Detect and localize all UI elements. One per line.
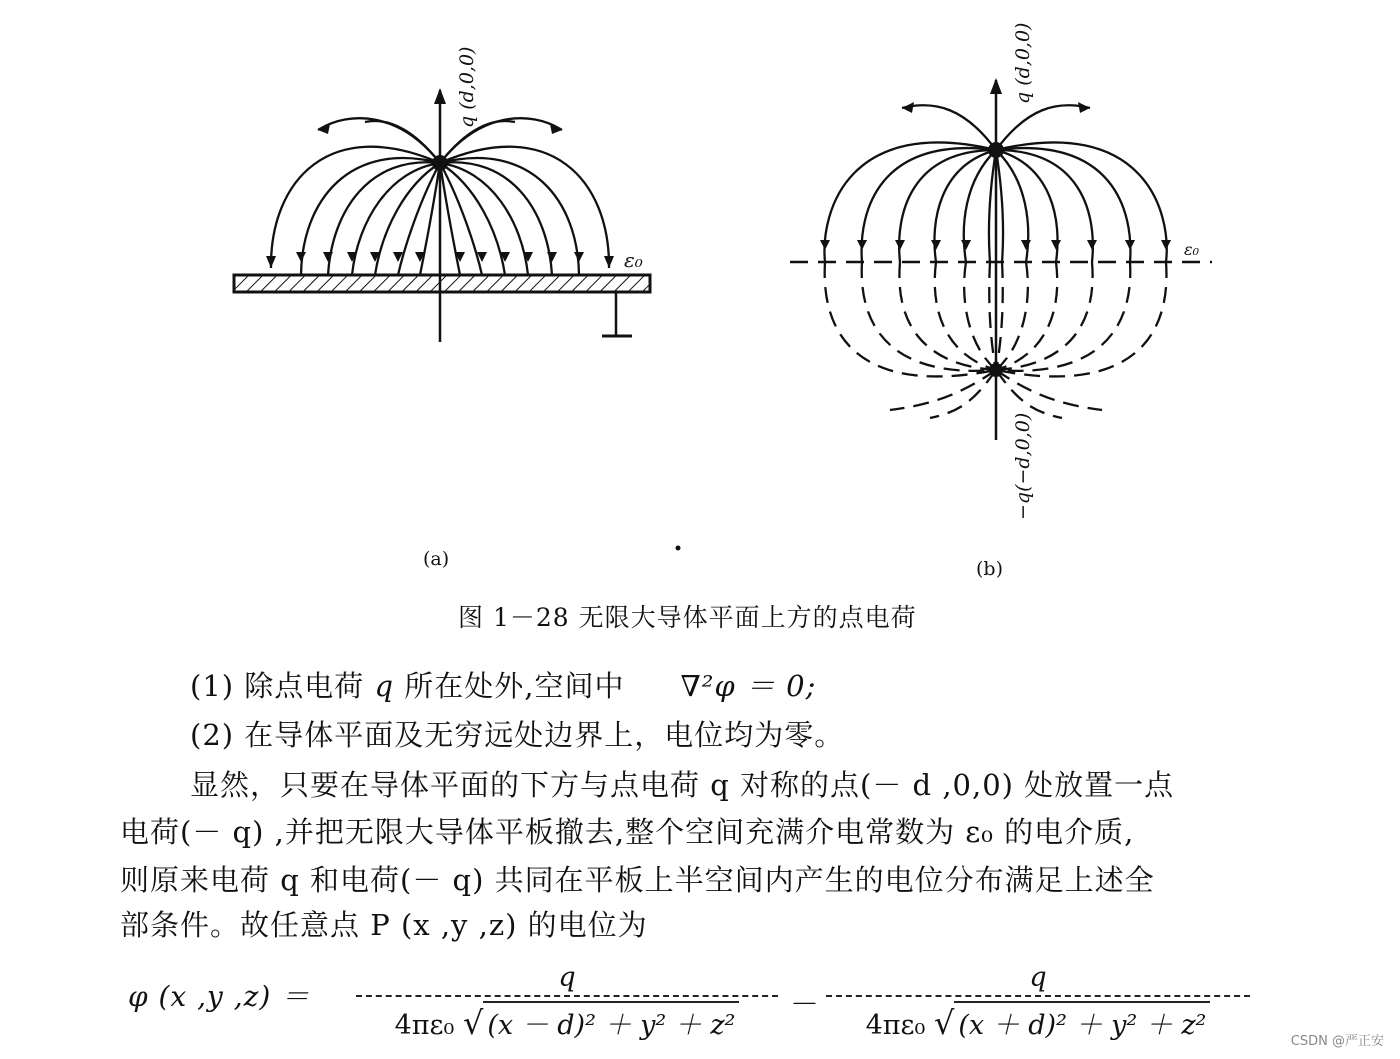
figure-caption: 图 1－28 无限大导体平面上方的点电荷 — [458, 603, 917, 632]
condition-2: (2) 在导体平面及无穷远处边界上，电位均为零。 — [190, 718, 845, 752]
panel-a-epsilon-label: ε₀ — [624, 248, 643, 272]
panel-b-image-charge-label: −q(−d,0,0) — [1012, 412, 1034, 520]
panel-a-charge — [432, 155, 448, 171]
paragraph-line-4: 部条件。故任意点 P (x ,y ,z) 的电位为 — [120, 908, 648, 942]
condition-1 — [190, 664, 816, 705]
paragraph-line-3: 则原来电荷 q 和电荷(－ q) 共同在平板上半空间内产生的电位分布满足上述全 — [120, 863, 1155, 897]
condition-1-q: q — [374, 669, 395, 703]
watermark: CSDN @严正安 — [1290, 1034, 1384, 1049]
panel-b-charge-label: q (d,0,0) — [1012, 22, 1034, 104]
laplace-equation: ∇²φ ＝ 0; — [680, 669, 817, 703]
panel-a-charge-label: q (d,0,0) — [456, 46, 478, 128]
paragraph-line-1: 显然，只要在导体平面的下方与点电荷 q 对称的点(－ d ,0,0) 处放置一点 — [190, 768, 1175, 802]
fraction-1-root: (x － d)² ＋ y² ＋ z² — [483, 1001, 739, 1042]
panel-b-diagram — [790, 78, 1212, 440]
panel-a-label: (a) — [423, 548, 450, 570]
fraction-1 — [356, 962, 778, 1042]
formula-lhs: φ (x ,y ,z) ＝ — [128, 980, 311, 1013]
fraction-2-numerator: q — [1029, 962, 1047, 993]
fraction-2-denominator — [826, 1001, 1250, 1042]
panel-a-axis-arrow-icon — [434, 88, 446, 104]
condition-1-prefix: (1) 除点电荷 — [190, 669, 375, 703]
panel-b-epsilon-label: ε₀ — [1184, 240, 1199, 259]
panel-b-image-charge — [989, 363, 1003, 377]
paragraph-line-2: 电荷(－ q) ,并把无限大导体平板撤去,整个空间充满介电常数为 ε₀ 的电介质, — [120, 815, 1135, 849]
fraction-1-coefficient: 4πε₀ — [394, 1010, 455, 1041]
sqrt-icon: √ — [462, 1004, 484, 1042]
formula-minus: － — [790, 987, 821, 1021]
conductor-plate — [234, 275, 650, 292]
fraction-2-coefficient: 4πε₀ — [865, 1010, 926, 1041]
sqrt-icon: √ — [933, 1004, 955, 1042]
fraction-2-bar — [826, 995, 1250, 997]
fraction-2-root: (x ＋ d)² ＋ y² ＋ z² — [954, 1001, 1210, 1042]
panel-b-axis-arrow-icon — [990, 78, 1002, 94]
panel-b-charge — [988, 142, 1004, 158]
panel-a-diagram — [234, 88, 650, 342]
fraction-1-bar — [356, 995, 778, 997]
fraction-1-numerator: q — [558, 962, 576, 993]
stray-dot — [676, 546, 681, 551]
panel-b-label: (b) — [976, 558, 1003, 580]
condition-1-mid: 所在处外,空间中 — [394, 669, 625, 703]
fraction-2 — [826, 962, 1250, 1042]
fraction-1-denominator — [356, 1001, 778, 1042]
